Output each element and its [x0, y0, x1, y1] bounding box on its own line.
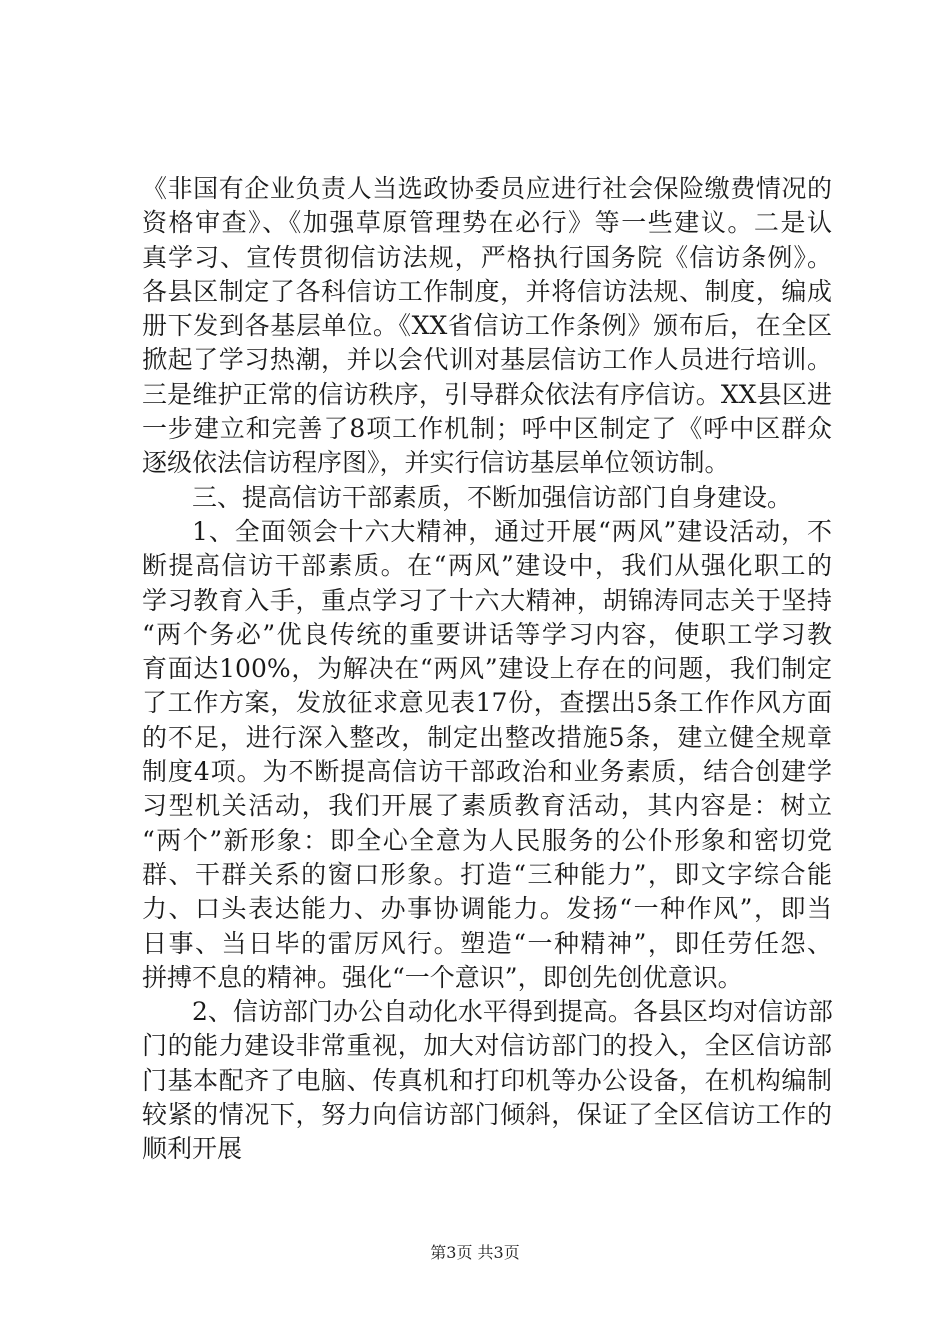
- text-line: “两个”新形象：即全心全意为人民服务的公仆形象和密切党: [142, 825, 832, 855]
- text-line: 制度4项。为不断提高信访干部政治和业务素质，结合创建学: [142, 757, 832, 787]
- page-footer: [0, 1243, 950, 1263]
- text-line: 门基本配齐了电脑、传真机和打印机等办公设备，在机构编制: [142, 1065, 832, 1095]
- document-body: [142, 172, 832, 1167]
- text-line: 习型机关活动，我们开展了素质教育活动，其内容是：树立: [142, 791, 832, 821]
- text-line: 的不足，进行深入整改，制定出整改措施5条，建立健全规章: [142, 722, 832, 752]
- text-line: 了工作方案，发放征求意见表17份，查摆出5条工作作风方面: [142, 688, 832, 718]
- text-line: 力、口头表达能力、办事协调能力。发扬“一种作风”，即当: [142, 894, 832, 924]
- text-line: 育面达100%，为解决在“两风”建设上存在的问题，我们制定: [142, 654, 832, 684]
- text-line: 册下发到各基层单位。《XX省信访工作条例》颁布后，在全区: [142, 311, 832, 341]
- text-line: 《非国有企业负责人当选政协委员应进行社会保险缴费情况的: [142, 174, 832, 203]
- text-line: 群、干群关系的窗口形象。打造“三种能力”，即文字综合能: [142, 859, 832, 889]
- text-line: 掀起了学习热潮，并以会代训对基层信访工作人员进行培训。: [142, 345, 832, 375]
- text-line: 资格审查》、《加强草原管理势在必行》等一些建议。二是认: [142, 208, 832, 238]
- text-line: 真学习、宣传贯彻信访法规，严格执行国务院《信访条例》。: [142, 242, 832, 272]
- text-line: 较紧的情况下，努力向信访部门倾斜，保证了全区信访工作的: [142, 1100, 832, 1130]
- text-line: “两个务必”优良传统的重要讲话等学习内容，使职工学习教: [142, 619, 832, 649]
- text-line: 断提高信访干部素质。在“两风”建设中，我们从强化职工的: [142, 551, 832, 581]
- text-line: 顺利开展: [142, 1134, 243, 1164]
- paragraph-start-line: 2、信访部门办公自动化水平得到提高。各县区均对信访部: [192, 997, 833, 1027]
- text-line: 日事、当日毕的雷厉风行。塑造“一种精神”，即任劳任怨、: [142, 928, 832, 958]
- text-line: 三是维护正常的信访秩序，引导群众依法有序信访。XX县区进: [142, 379, 832, 409]
- section-heading: 三、提高信访干部素质，不断加强信访部门自身建设。: [192, 482, 793, 512]
- page-number-label: 第3页 共3页: [430, 1243, 520, 1262]
- paragraph-start-line: 1、全面领会十六大精神，通过开展“两风”建设活动，不: [192, 516, 832, 546]
- text-line: 学习教育入手，重点学习了十六大精神，胡锦涛同志关于坚持: [142, 585, 832, 615]
- text-line: 门的能力建设非常重视，加大对信访部门的投入，全区信访部: [142, 1031, 832, 1061]
- text-line: 一步建立和完善了8项工作机制；呼中区制定了《呼中区群众: [142, 414, 832, 444]
- text-line: 逐级依法信访程序图》，并实行信访基层单位领访制。: [142, 448, 730, 478]
- text-line: 拼搏不息的精神。强化“一个意识”，即创先创优意识。: [142, 962, 743, 992]
- text-line: 各县区制定了各科信访工作制度，并将信访法规、制度，编成: [142, 276, 832, 306]
